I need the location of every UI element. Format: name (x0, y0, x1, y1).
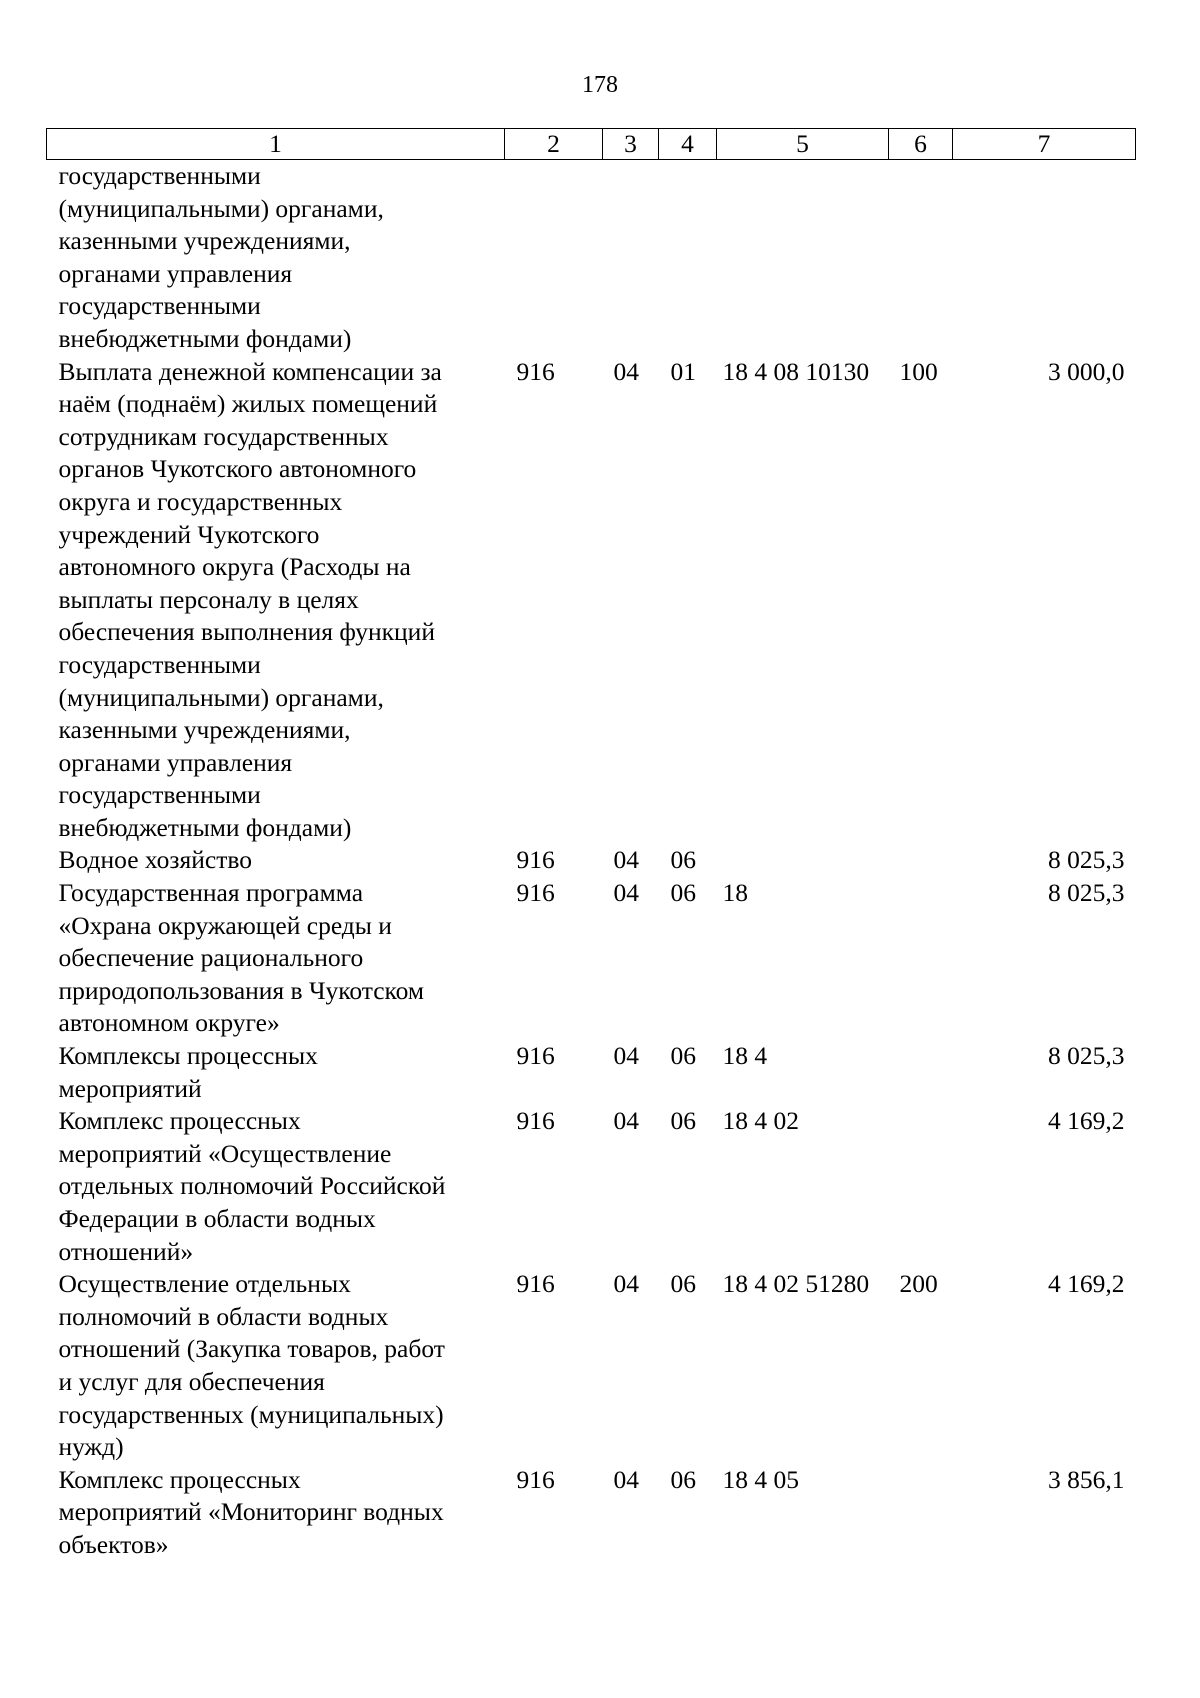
header-cell-sum: 7 (953, 129, 1136, 160)
row-name-cell (47, 877, 505, 1040)
row-expense-type-cell (889, 160, 953, 356)
row-name-line: и услуг для обеспечения (58, 1366, 325, 1396)
row-target-article-cell: 18 4 08 10130 (722, 356, 870, 386)
table-row (47, 1464, 1136, 1562)
row-sum-cell: 8 025,3 (1048, 1041, 1125, 1071)
row-name-cell (47, 844, 505, 877)
row-sum-cell: 4 169,2 (1048, 1269, 1125, 1299)
row-grbs-cell (505, 160, 603, 356)
row-name-line: мероприятий «Осуществление (58, 1138, 392, 1168)
row-subsection-cell: 06 (670, 878, 696, 908)
row-expense-type-cell (889, 1040, 953, 1105)
row-section-cell: 04 (613, 1106, 639, 1136)
row-name-line: государственными (58, 780, 261, 810)
table-row (47, 1105, 1136, 1268)
row-sum-cell: 4 169,2 (1048, 1106, 1125, 1136)
row-target-article-cell: 18 4 05 (722, 1464, 799, 1494)
row-name-line: Комплекс процессных (58, 1464, 301, 1494)
table-row (47, 1268, 1136, 1464)
row-name-line: полномочий в области водных (58, 1301, 389, 1331)
row-name-line: казенными учреждениями, (58, 226, 351, 256)
row-name-line: отдельных полномочий Российской (58, 1171, 446, 1201)
row-name-line: Осуществление отдельных (58, 1269, 351, 1299)
row-expense-type-cell (889, 1105, 953, 1268)
row-sum-cell (953, 160, 1136, 356)
row-subsection-cell: 06 (670, 1269, 696, 1299)
row-name-cell (47, 1464, 505, 1562)
row-name-line: обеспечения выполнения функций (58, 617, 435, 647)
row-name-line: государственными (58, 291, 261, 321)
row-name-line: внебюджетными фондами) (58, 323, 352, 353)
header-cell-name: 1 (47, 129, 505, 160)
row-expense-type-cell (889, 877, 953, 1040)
row-name-line: мероприятий (58, 1073, 202, 1103)
row-sum-cell: 3 000,0 (1048, 356, 1125, 386)
row-name-line: органами управления (58, 258, 293, 288)
row-name-line: наём (поднаём) жилых помещений (58, 389, 438, 419)
row-name-line: нужд) (58, 1432, 124, 1462)
row-name-line: государственными (58, 649, 261, 679)
row-section-cell (603, 160, 659, 356)
row-section-cell: 04 (613, 878, 639, 908)
row-name-line: органов Чукотского автономного (58, 454, 417, 484)
row-name-line: мероприятий «Мониторинг водных (58, 1497, 444, 1527)
row-expense-type-cell (889, 1464, 953, 1562)
row-name-line: отношений» (58, 1236, 194, 1266)
row-name-line: Водное хозяйство (58, 845, 252, 875)
header-cell-section: 3 (603, 129, 659, 160)
row-section-cell: 04 (613, 845, 639, 875)
row-name-cell (47, 1268, 505, 1464)
row-name-cell (47, 1040, 505, 1105)
row-name-line: (муниципальными) органами, (58, 193, 384, 223)
row-name-line: государственных (муниципальных) (58, 1399, 444, 1429)
header-cell-grbs: 2 (505, 129, 603, 160)
table-body (47, 160, 1136, 1562)
row-subsection-cell: 01 (670, 356, 696, 386)
row-grbs-cell: 916 (516, 1041, 555, 1071)
row-grbs-cell: 916 (516, 878, 555, 908)
row-name-cell (47, 160, 505, 356)
row-section-cell: 04 (613, 356, 639, 386)
row-subsection-cell (659, 160, 717, 356)
row-name-line: природопользования в Чукотском (58, 975, 425, 1005)
row-target-article-cell: 18 4 02 (722, 1106, 799, 1136)
row-section-cell: 04 (613, 1269, 639, 1299)
header-row (47, 129, 1136, 160)
row-name-line: Федерации в области водных (58, 1204, 376, 1233)
row-name-line: обеспечение рационального (58, 943, 364, 973)
row-target-article-cell: 18 (722, 878, 748, 908)
row-name-line: сотрудникам государственных (58, 421, 389, 451)
table-row (47, 356, 1136, 845)
row-sum-cell: 8 025,3 (1048, 845, 1125, 875)
row-name-line: Выплата денежной компенсации за (58, 356, 442, 386)
table-row (47, 877, 1136, 1040)
row-name-cell (47, 356, 505, 845)
row-target-article-cell: 18 4 (722, 1041, 768, 1071)
table-row (47, 1040, 1136, 1105)
row-sum-cell: 8 025,3 (1048, 878, 1125, 908)
table-row (47, 844, 1136, 877)
row-name-line: автономном округе» (58, 1008, 280, 1038)
row-subsection-cell: 06 (670, 1464, 696, 1494)
row-name-line: органами управления (58, 747, 293, 777)
row-target-article-cell (717, 160, 889, 356)
row-expense-type-cell (889, 844, 953, 877)
header-cell-subsection: 4 (659, 129, 717, 160)
row-grbs-cell: 916 (516, 1269, 555, 1299)
row-name-line: казенными учреждениями, (58, 715, 351, 745)
row-name-line: округа и государственных (58, 486, 343, 516)
row-name-line: государственными (58, 161, 261, 190)
table-row (47, 160, 1136, 356)
row-name-line: Комплекс процессных (58, 1106, 301, 1136)
row-subsection-cell: 06 (670, 1041, 696, 1071)
row-grbs-cell: 916 (516, 1464, 555, 1494)
row-name-line: Государственная программа (58, 878, 364, 908)
row-name-line: «Охрана окружающей среды и (58, 910, 392, 940)
table-header (47, 129, 1136, 160)
page-number: 178 (582, 72, 618, 98)
row-name-line: отношений (Закупка товаров, работ (58, 1334, 445, 1364)
header-cell-expense-type: 6 (889, 129, 953, 160)
row-grbs-cell: 916 (516, 1106, 555, 1136)
budget-table (46, 128, 1136, 1562)
row-name-line: внебюджетными фондами) (58, 812, 352, 842)
row-expense-type-cell: 100 (899, 356, 938, 386)
row-subsection-cell: 06 (670, 845, 696, 875)
row-name-line: выплаты персоналу в целях (58, 584, 359, 614)
row-subsection-cell: 06 (670, 1106, 696, 1136)
row-sum-cell: 3 856,1 (1048, 1464, 1125, 1494)
row-name-line: учреждений Чукотского (58, 519, 320, 549)
row-name-cell (47, 1105, 505, 1268)
row-target-article-cell: 18 4 02 51280 (722, 1269, 870, 1299)
row-name-line: Комплексы процессных (58, 1041, 318, 1071)
row-name-line: автономного округа (Расходы на (58, 552, 411, 582)
header-cell-target-article: 5 (717, 129, 889, 160)
row-expense-type-cell: 200 (899, 1269, 938, 1299)
row-name-line: объектов» (58, 1529, 169, 1559)
row-name-line: (муниципальными) органами, (58, 682, 384, 712)
row-grbs-cell: 916 (516, 845, 555, 875)
row-section-cell: 04 (613, 1464, 639, 1494)
row-grbs-cell: 916 (516, 356, 555, 386)
row-target-article-cell (717, 844, 889, 877)
row-section-cell: 04 (613, 1041, 639, 1071)
